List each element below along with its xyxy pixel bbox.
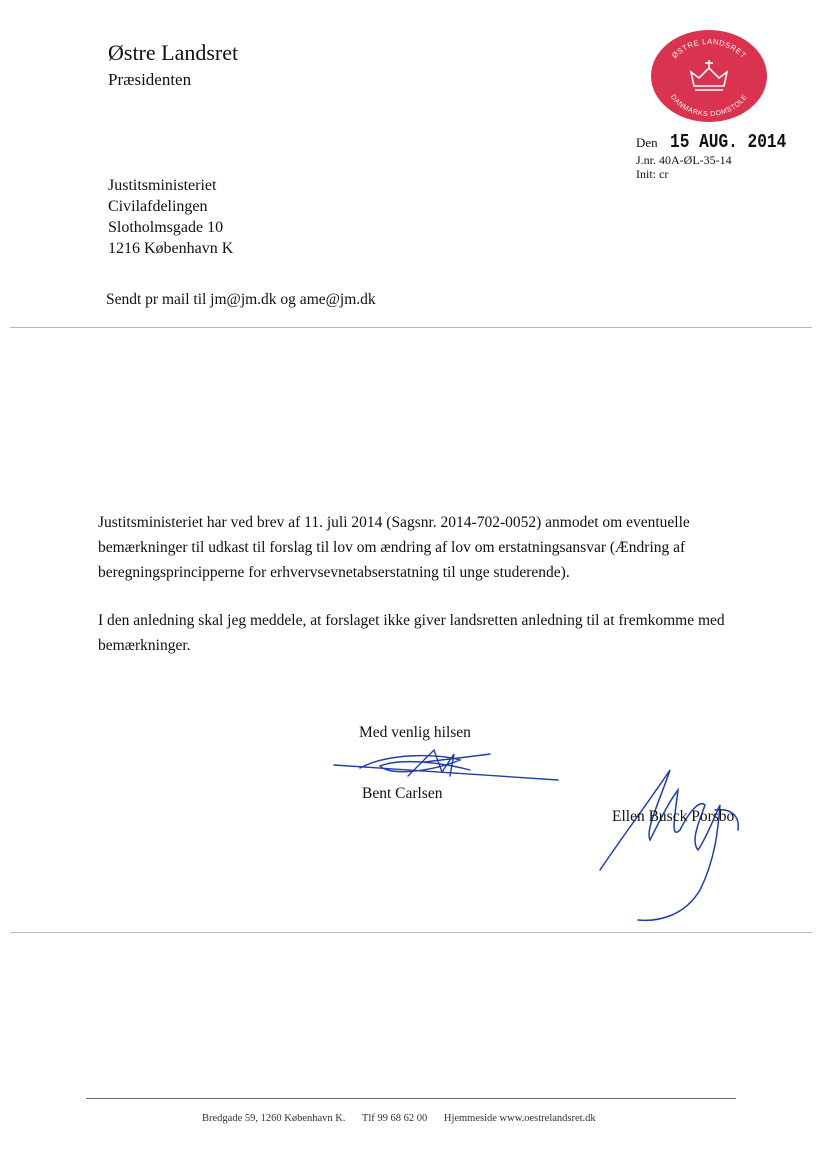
date-block — [636, 132, 807, 181]
address-line: Civilafdelingen — [108, 198, 208, 215]
seal-top-text: ØSTRE LANDSRET — [669, 36, 749, 61]
footer-address: Bredgade 59, 1260 København K. — [202, 1113, 346, 1124]
sent-by-mail-line: Sendt pr mail til jm@jm.dk og ame@jm.dk — [106, 291, 376, 308]
address-line: Slotholmsgade 10 — [108, 219, 224, 236]
footer-website: Hjemmeside www.oestrelandsret.dk — [443, 1113, 596, 1124]
signatory-name-1: Bent Carlsen — [362, 785, 443, 802]
journal-number: J.nr. 40A-ØL-35-14 — [636, 152, 732, 167]
footer-phone: Tlf 99 68 62 00 — [361, 1113, 428, 1124]
divider — [10, 932, 812, 933]
signatory-name-2: Ellen Busck Porsbo — [612, 808, 735, 825]
address-line: Justitsministeriet — [108, 177, 217, 194]
court-seal-icon — [649, 28, 769, 124]
address-line: 1216 København K — [108, 240, 234, 257]
body-paragraph: Justitsministeriet har ved brev af 11. juli 2014 (Sagsnr. 2014-702-0052) anmodet om eventuelle bemærkninger til udkast til forslag til lov om ændring af lov om erstatningsansvar (Ændring af beregningsprincipperne for erhvervsevnetabserstatning til unge studerende). — [98, 514, 690, 581]
letter-body — [98, 510, 758, 681]
seal-bottom-text: DANMARKS DOMSTOLE — [668, 93, 750, 119]
recipient-address — [108, 175, 233, 259]
initials: Init: cr — [636, 167, 669, 182]
date-label: Den — [636, 135, 658, 150]
court-role: Præsidenten — [108, 70, 192, 89]
signature-ellen-busck-porsbo-icon — [590, 760, 750, 925]
body-paragraph: I den anledning skal jeg meddele, at forslaget ikke giver landsretten anledning til at fremkomme med bemærkninger. — [98, 612, 725, 654]
footer-rule — [86, 1098, 736, 1099]
footer — [202, 1113, 610, 1124]
divider — [10, 327, 812, 328]
closing-salutation: Med venlig hilsen — [359, 724, 471, 741]
court-name: Østre Landsret — [108, 40, 239, 65]
date-stamp: 15 AUG. 2014 — [669, 131, 786, 153]
